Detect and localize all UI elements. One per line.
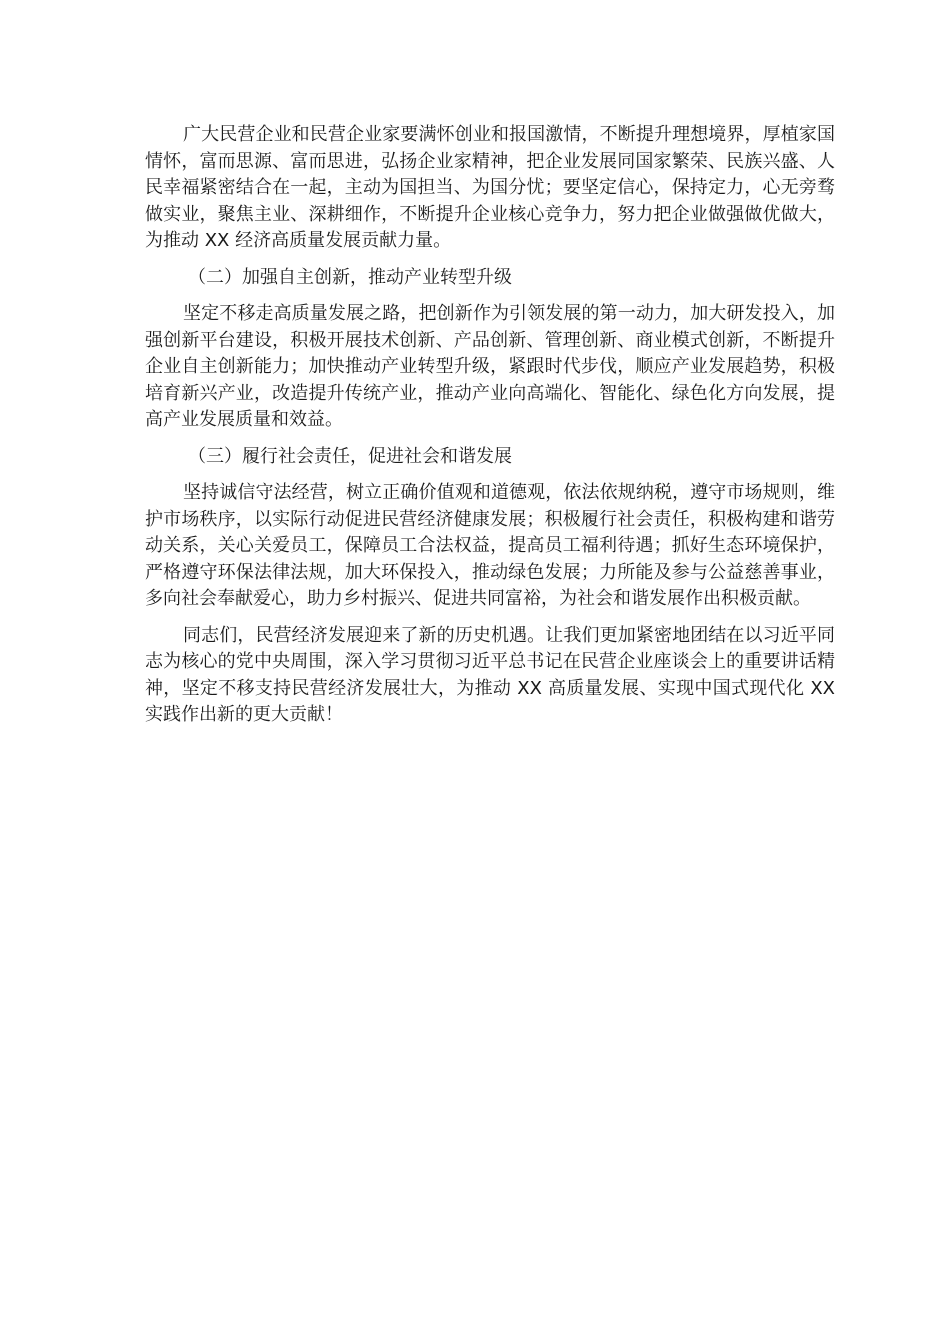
document-body xyxy=(145,122,835,739)
paragraph-innovation: 坚定不移走高质量发展之路，把创新作为引领发展的第一动力，加大研发投入，加强创新平台建设，积极开展技术创新、产品创新、管理创新、商业模式创新，不断提升企业自主创新能力；加快推动产业转型升级，紧跟时代步伐，顺应产业发展趋势，积极培育新兴产业，改造提升传统产业，推动产业向高端化、智能化、绿色化方向发展，提高产业发展质量和效益。 xyxy=(145,303,835,430)
section-heading-innovation: （二）加强自主创新，推动产业转型升级 xyxy=(188,266,512,288)
paragraph-social-responsibility: 坚持诚信守法经营，树立正确价值观和道德观，依法依规纳税，遵守市场规则，维护市场秩序，以实际行动促进民营经济健康发展；积极履行社会责任，积极构建和谐劳动关系，关心关爱员工，保障员工合法权益，提高员工福利待遇；抓好生态环境保护，严格遵守环保法律法规，加大环保投入，推动绿色发展；力所能及参与公益慈善事业，多向社会奉献爱心，助力乡村振兴、促进共同富裕，为社会和谐发展作出积极贡献。 xyxy=(145,482,835,609)
section-heading-social-responsibility: （三）履行社会责任，促进社会和谐发展 xyxy=(188,445,512,467)
paragraph-closing: 同志们，民营经济发展迎来了新的历史机遇。让我们更加紧密地团结在以习近平同志为核心的党中央周围，深入学习贯彻习近平总书记在民营企业座谈会上的重要讲话精神，坚定不移支持民营经济发展壮大，为推动 XX 高质量发展、实现中国式现代化 XX 实践作出新的更大贡献！ xyxy=(145,624,835,725)
paragraph-entrepreneur-spirit: 广大民营企业和民营企业家要满怀创业和报国激情，不断提升理想境界，厚植家国情怀，富而思源、富而思进，弘扬企业家精神，把企业发展同国家繁荣、民族兴盛、人民幸福紧密结合在一起，主动为国担当、为国分忧；要坚定信心，保持定力，心无旁骛做实业，聚焦主业、深耕细作，不断提升企业核心竞争力，努力把企业做强做优做大，为推动 XX 经济高质量发展贡献力量。 xyxy=(145,124,835,251)
